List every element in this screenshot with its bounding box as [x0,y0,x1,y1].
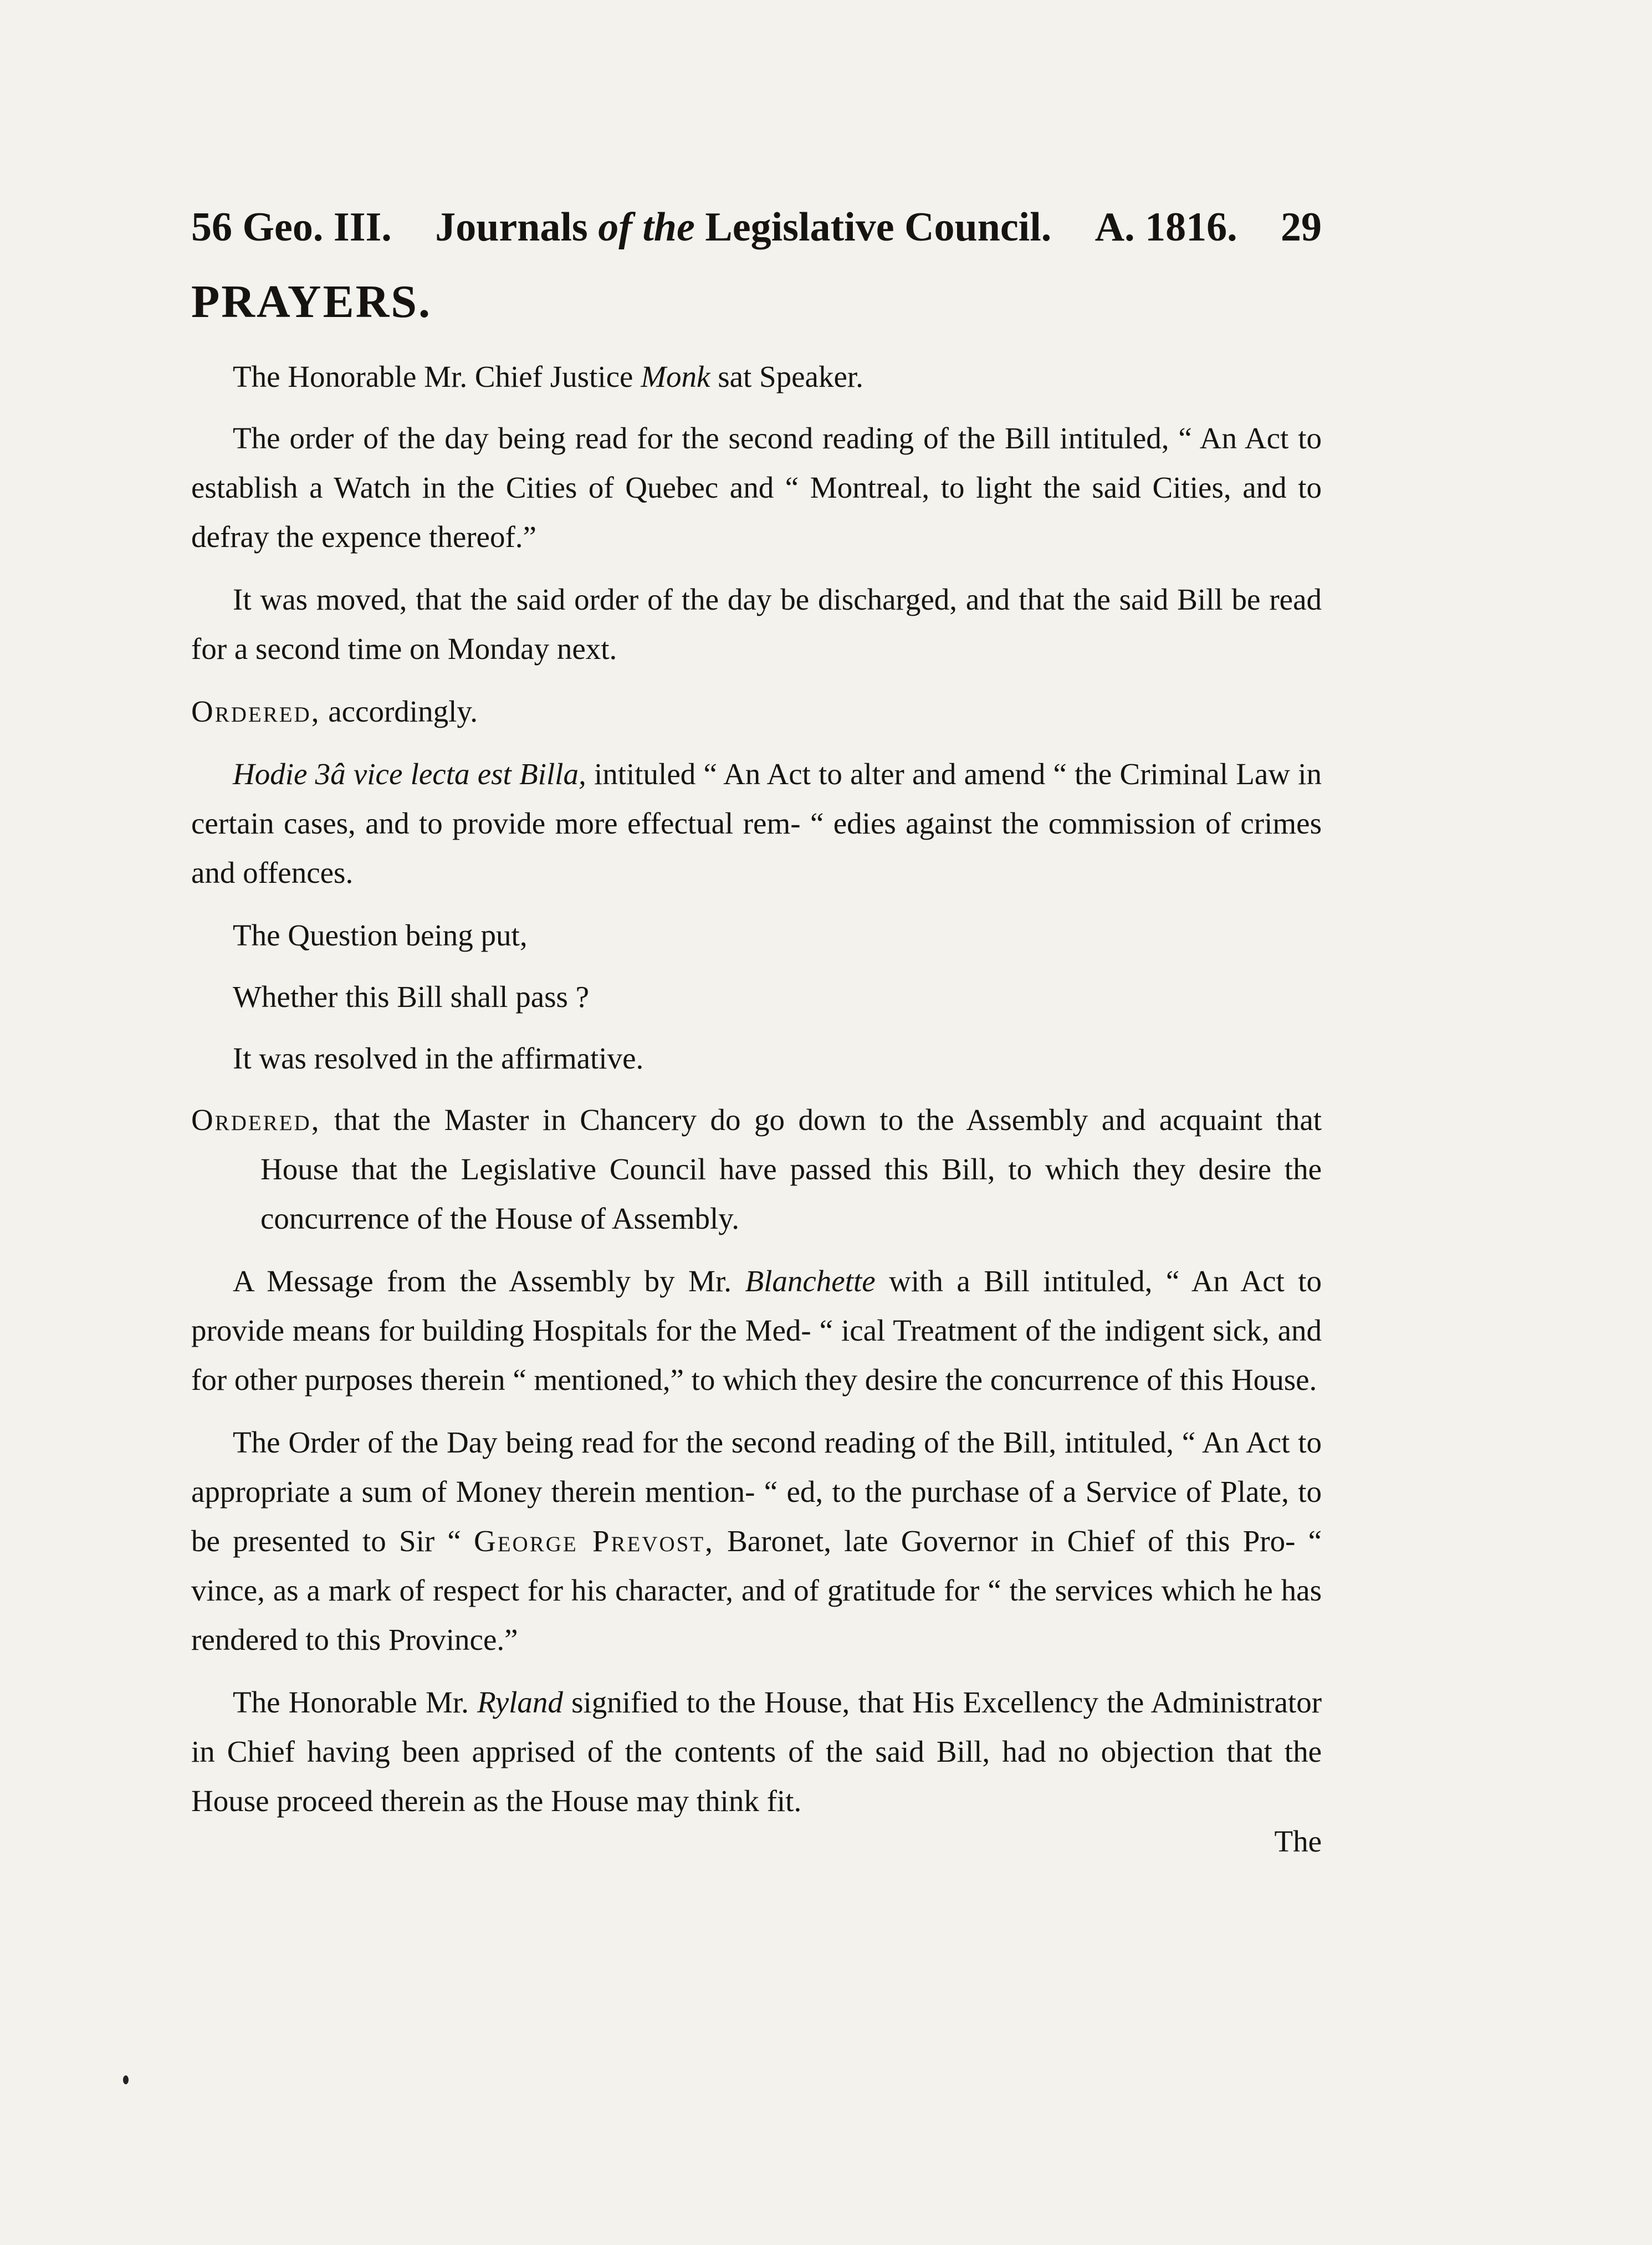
paragraph-third-reading: Hodie 3â vice lecta est Billa, intituled “ An Act to alter and amend “ the Criminal Law in certain cases, and to provide more effectual rem- “ edies against the commission of crimes and offences. [191,757,1322,889]
paragraph-motion: It was moved, that the said order of the day be discharged, and that the said Bill be read for a second time on Monday next. [191,582,1322,666]
paragraph-order-of-day: The order of the day being read for the second reading of the Bill intituled, “ An Act to establish a Watch in the Cities of Quebec and “ Montreal, to light the said Cities, and to defray the expence thereof.” [191,421,1322,554]
speaker-line: The Honorable Mr. Chief Justice Monk sat Speaker. [233,360,863,393]
paragraph-master-in-chancery: Ordered, that the Master in Chancery do go down to the Assembly and acquaint that House that the Legislative Council have passed this Bill, to which they desire the concurrence of the House of Assembly. [191,1103,1322,1235]
ink-mark [123,2075,129,2084]
paragraph-service-of-plate: The Order of the Day being read for the second reading of the Bill, intituled, “ An Act to appropriate a sum of Money therein mention- “ ed, to the purchase of a Service of Plate, to be presented to Sir “ George Prevost, Baronet, late Governor in Chief of this Pro- “ vince, as a mark of respect for his character, and of gratitude for “ the services which he has rendered to this Province.” [191,1425,1322,1656]
paragraph-ryland: The Honorable Mr. Ryland signified to the House, that His Excellency the Administrator in Chief having been apprised of the contents of the said Bill, had no objection that the House proceed therein as the House may think fit. [191,1685,1322,1818]
journal-title: Journals of the Legislative Council. [435,204,1052,250]
paragraph-question: The Question being put, [233,918,528,952]
catchword: The [1274,1824,1322,1858]
page-number: 29 [1281,204,1322,250]
paragraph-ordered: Ordered, accordingly. [191,694,478,728]
text-column [191,200,1322,1879]
paragraph-message: A Message from the Assembly by Mr. Blanchette with a Bill intituled, “ An Act to provide means for building Hospitals for the Med- “ ical Treatment of the indigent sick, and for other purposes therein “ mentioned,” to which they desire the concurrence of this House. [191,1264,1322,1397]
year: A. 1816. [1094,204,1237,250]
paragraph-resolved: It was resolved in the affirmative. [233,1041,644,1075]
regnal-year: 56 Geo. III. [191,204,392,250]
running-header [191,200,1322,255]
section-heading: PRAYERS. [191,276,432,328]
paragraph-whether: Whether this Bill shall pass ? [233,980,590,1014]
